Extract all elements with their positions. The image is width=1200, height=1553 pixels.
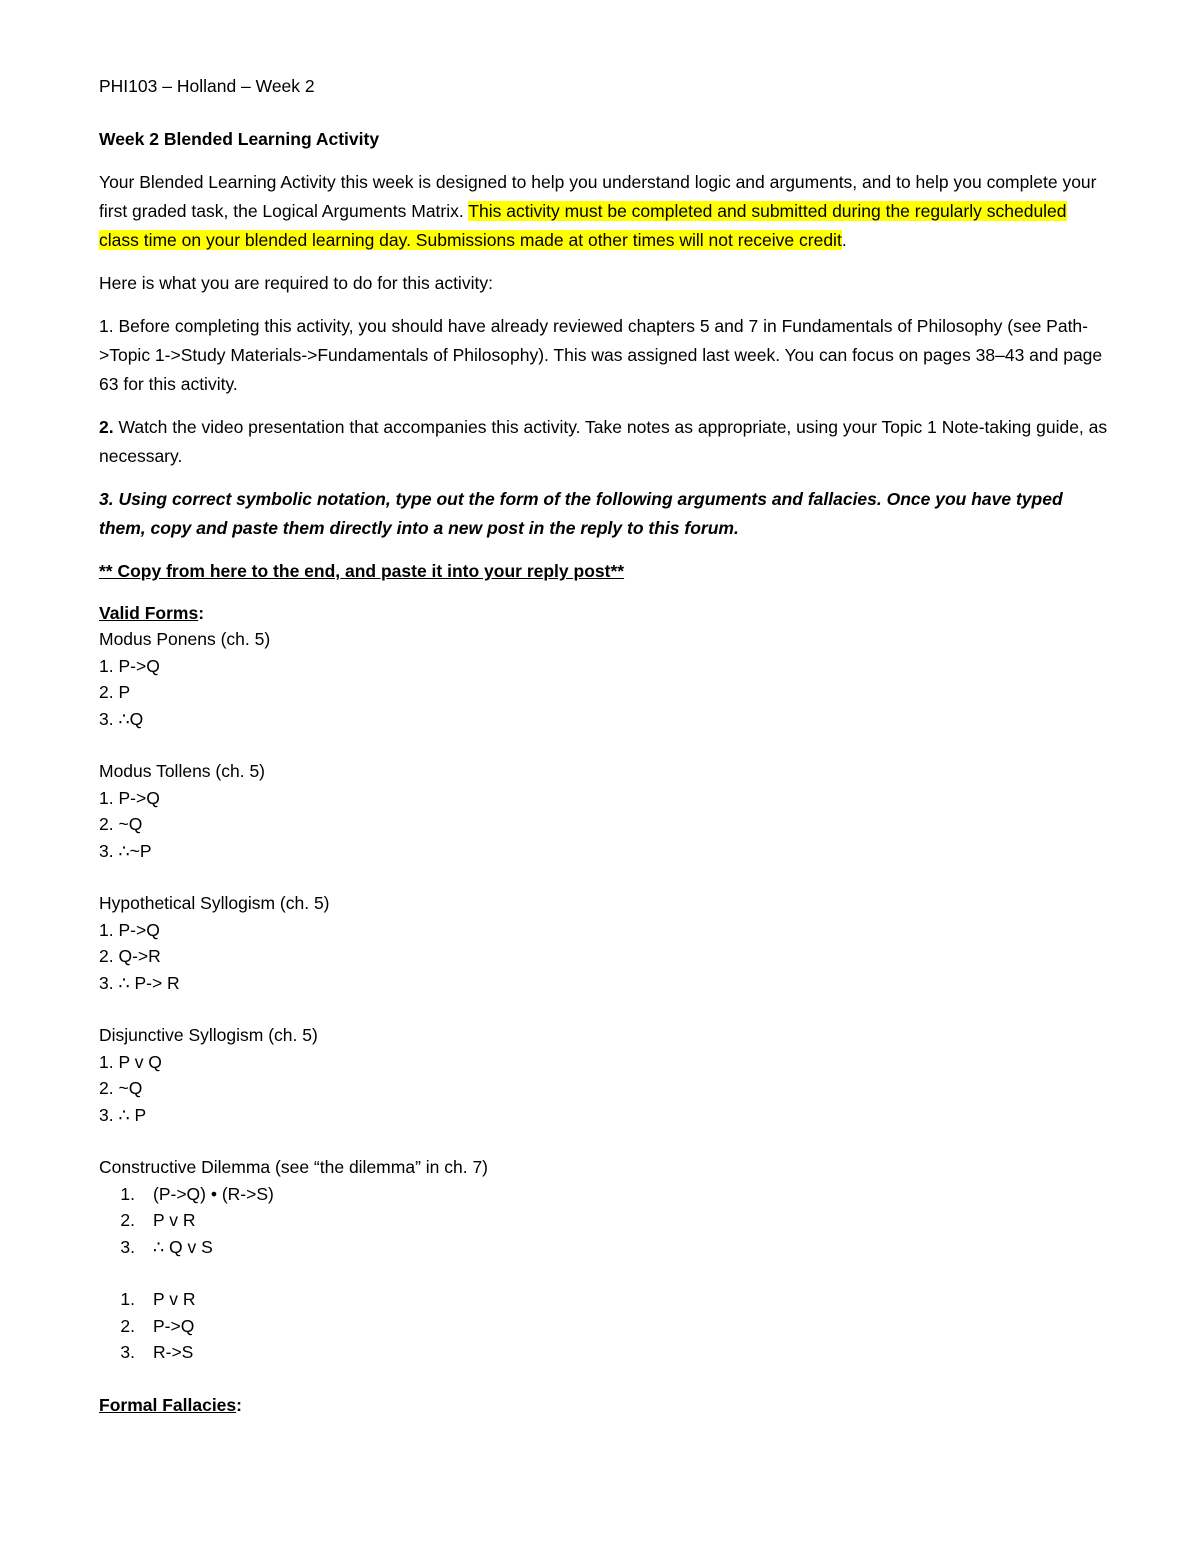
modus-ponens-title: Modus Ponens (ch. 5): [99, 629, 271, 650]
line-text: ~Q: [113, 1078, 143, 1099]
list-item: [99, 679, 1109, 705]
line-text: P->Q: [113, 655, 160, 676]
list-item: [99, 943, 1109, 969]
step-2-text: Watch the video presentation that accompanies this activity. Take notes as appropriate, using your Topic 1 Note-taking guide, as necessary.: [99, 417, 1108, 466]
line-text: ∴ P-> R: [113, 972, 180, 993]
line-text: (P->Q) • (R->S): [153, 1183, 274, 1204]
spacer: [99, 1128, 1109, 1154]
valid-forms-colon: :: [198, 603, 205, 623]
step-1-text: Before completing this activity, you should have already reviewed chapters 5 and 7 in Fundamentals of Philosophy (see Path->Topic 1->Study Materials->Fundamentals of Philosophy). This was assigned last week. You can focus on pages 38–43 and page 63 for this activity.: [99, 316, 1103, 394]
line-text: P v R: [153, 1210, 196, 1231]
line-number: 3.: [99, 972, 114, 993]
step-1-number: 1.: [99, 316, 114, 336]
spacer: [99, 996, 1109, 1022]
step-3: [99, 485, 1109, 543]
line-number: 2.: [99, 946, 114, 967]
line-text: P->Q: [113, 787, 160, 808]
intro-paragraph: [99, 168, 1109, 255]
line-text: ~Q: [113, 814, 143, 835]
step-2-number: 2.: [99, 417, 114, 437]
formal-fallacies-colon: :: [236, 1395, 242, 1416]
line-text: ∴ Q v S: [153, 1236, 213, 1257]
line-text: P->Q: [113, 919, 160, 940]
list-item: [99, 1102, 1109, 1128]
list-item: [99, 653, 1109, 679]
formal-fallacies-label: Formal Fallacies: [99, 1395, 237, 1416]
disjunctive-syllogism-title: Disjunctive Syllogism (ch. 5): [99, 1025, 318, 1046]
step-1: [99, 312, 1109, 399]
step-3-text: Using correct symbolic notation, type out the form of the following arguments and fallacies. Once you have typed them, copy and paste them directly into a new post in the reply to this forum.: [99, 489, 1063, 538]
list-item: [99, 838, 1109, 864]
list-item: [99, 1286, 1109, 1312]
line-number: 2.: [120, 1315, 135, 1336]
list-item: [99, 811, 1109, 837]
spacer: [99, 732, 1109, 758]
intro-end: .: [841, 230, 847, 250]
line-number: 3.: [120, 1342, 135, 1363]
line-text: P: [113, 682, 131, 703]
line-number: 1.: [120, 1289, 135, 1310]
line-text: R->S: [153, 1342, 194, 1363]
line-number: 1.: [99, 1051, 114, 1072]
spacer: [99, 1260, 1109, 1286]
list-item: [99, 917, 1109, 943]
constructive-dilemma-list-a: [99, 1181, 1109, 1260]
list-item: [99, 1234, 1109, 1260]
line-text: P->Q: [153, 1315, 195, 1336]
modus-tollens-title: Modus Tollens (ch. 5): [99, 761, 266, 782]
list-item: [99, 1181, 1109, 1207]
document-title: Week 2 Blended Learning Activity: [99, 129, 380, 149]
line-text: P v Q: [113, 1051, 162, 1072]
line-number: 2.: [120, 1210, 135, 1231]
document-header: PHI103 – Holland – Week 2: [99, 76, 315, 96]
list-item: [99, 1313, 1109, 1339]
intro-highlighted-text: This activity must be completed and submitted during the regularly scheduled class time on your blended learning day. Submissions made at other times will not receive credit: [99, 201, 1067, 250]
line-number: 1.: [99, 919, 114, 940]
line-number: 1.: [99, 787, 114, 808]
line-number: 2.: [99, 682, 114, 703]
line-number: 3.: [99, 708, 114, 729]
spacer: [99, 1366, 1109, 1392]
line-number: 3.: [99, 1104, 114, 1125]
constructive-dilemma-list-b: [99, 1286, 1109, 1365]
list-item: [99, 1207, 1109, 1233]
spacer: [99, 864, 1109, 890]
list-item: [99, 1075, 1109, 1101]
line-number: 1.: [99, 655, 114, 676]
required-line: Here is what you are required to do for this activity:: [99, 273, 493, 293]
intro-text: Your Blended Learning Activity this week is designed to help you understand logic and arguments, and to help you complete your first graded task, the Logical Arguments Matrix.: [99, 172, 1097, 221]
line-text: ∴~P: [113, 840, 152, 861]
line-number: 3.: [120, 1236, 135, 1257]
list-item: [99, 970, 1109, 996]
line-text: Q->R: [113, 946, 161, 967]
line-text: ∴ P: [113, 1104, 147, 1125]
line-text: ∴Q: [113, 708, 144, 729]
constructive-dilemma-title: Constructive Dilemma (see “the dilemma” in ch. 7): [99, 1157, 489, 1178]
valid-forms-heading: [99, 600, 1109, 626]
line-text: P v R: [153, 1289, 196, 1310]
list-item: [99, 706, 1109, 732]
line-number: 2.: [99, 1078, 114, 1099]
list-item: [99, 1049, 1109, 1075]
line-number: 2.: [99, 814, 114, 835]
formal-fallacies-heading: [99, 1392, 1109, 1418]
step-3-number: 3.: [99, 489, 114, 509]
line-number: 1.: [120, 1183, 135, 1204]
list-item: [99, 1339, 1109, 1365]
list-item: [99, 785, 1109, 811]
document-page: [99, 72, 1109, 1419]
line-number: 3.: [99, 840, 114, 861]
valid-forms-label: Valid Forms: [99, 603, 199, 623]
copy-instruction: ** Copy from here to the end, and paste it into your reply post**: [99, 561, 625, 581]
step-2: [99, 413, 1109, 471]
hypothetical-syllogism-title: Hypothetical Syllogism (ch. 5): [99, 893, 330, 914]
